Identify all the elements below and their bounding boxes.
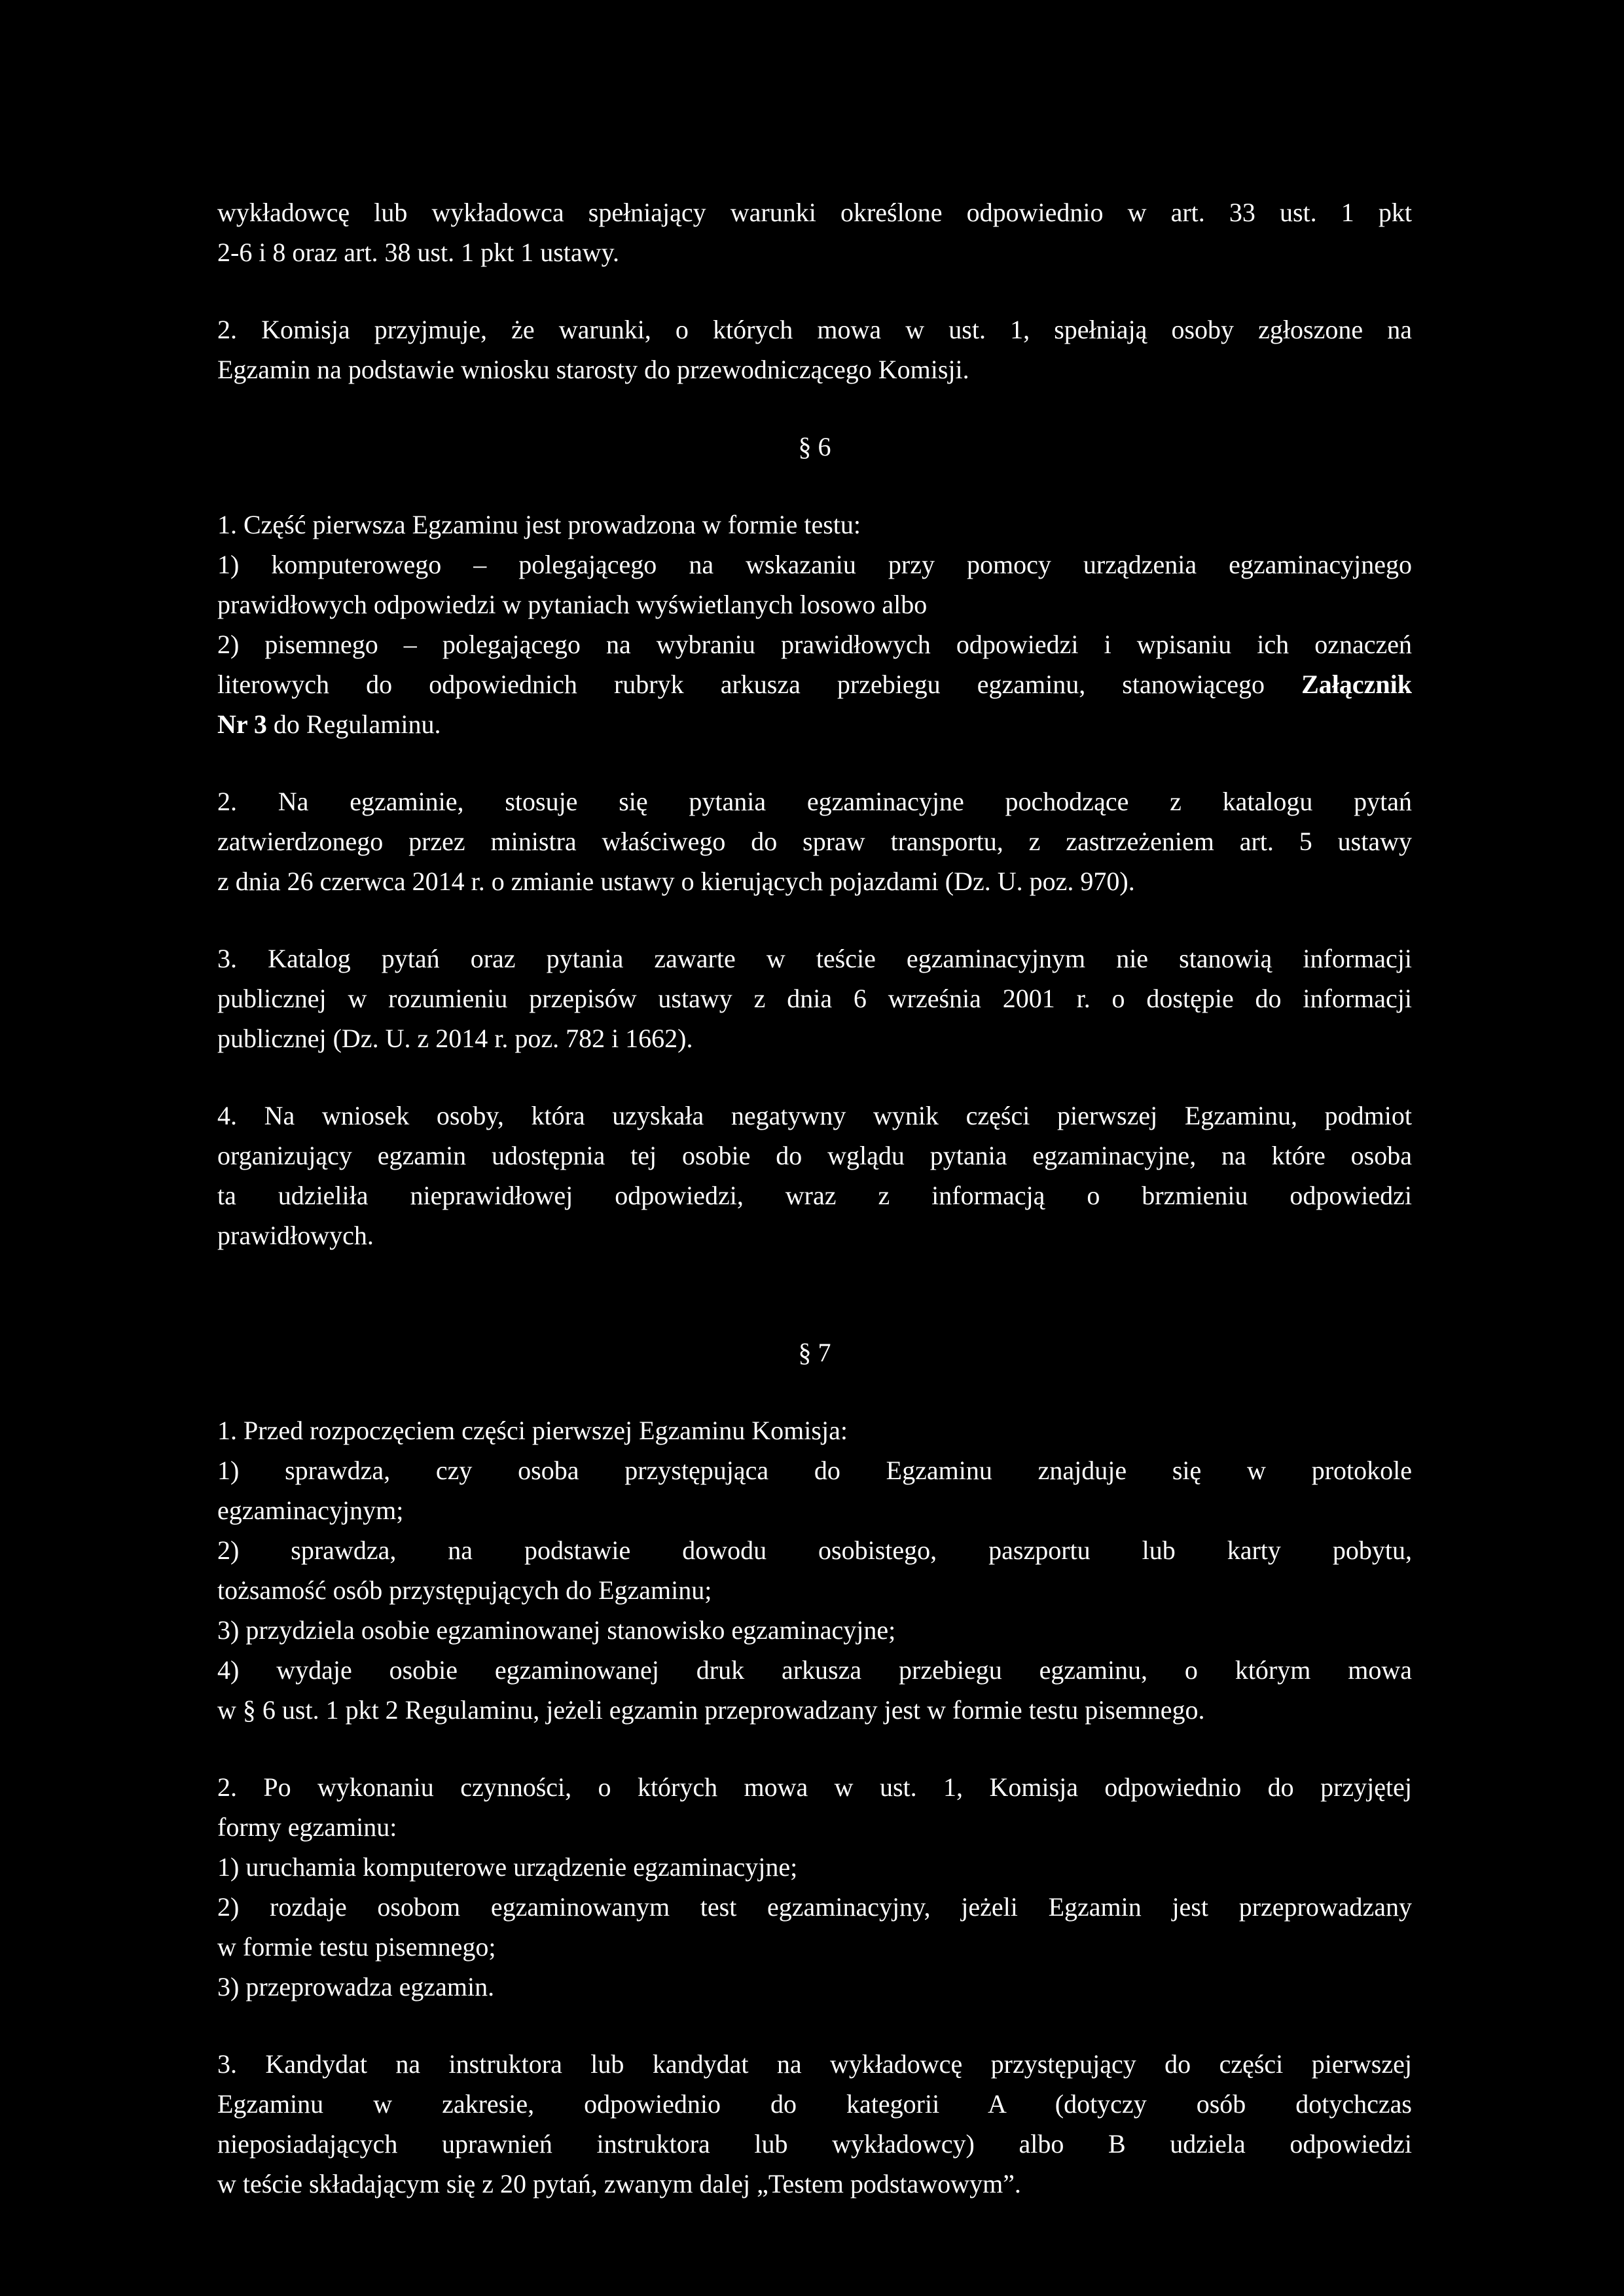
text-line: prawidłowych.: [217, 1221, 374, 1250]
text-line: 1) uruchamia komputerowe urządzenie egzaminacyjne;: [217, 1852, 798, 1882]
intro-paragraph-2: [217, 310, 1412, 389]
text-line: Egzaminu w zakresie, odpowiednio do kategorii A (dotyczy osób dotychczas: [217, 2089, 1412, 2119]
text-line: 2. Na egzaminie, stosuje się pytania egzaminacyjne pochodzące z katalogu pytań: [217, 787, 1412, 816]
text-line: 3. Kandydat na instruktora lub kandydat na wykładowcę przystępujący do części pierwszej: [217, 2049, 1412, 2079]
section6-paragraph-4: [217, 1096, 1412, 1255]
section6-paragraph-1: [217, 505, 1412, 744]
text-line: 1) sprawdza, czy osoba przystępująca do Egzaminu znajduje się w protokole: [217, 1456, 1412, 1485]
section7-paragraph-2: [217, 1767, 1412, 2007]
text-line: 2. Po wykonaniu czynności, o których mowa w ust. 1, Komisja odpowiednio do przyjętej: [217, 1772, 1412, 1802]
text-line: 3. Katalog pytań oraz pytania zawarte w teście egzaminacyjnym nie stanowią informacji: [217, 944, 1412, 973]
text-line: z dnia 26 czerwca 2014 r. o zmianie ustawy o kierujących pojazdami (Dz. U. poz. 970).: [217, 867, 1135, 896]
text-line: egzaminacyjnym;: [217, 1496, 404, 1525]
text-line: 4. Na wniosek osoby, która uzyskała negatywny wynik części pierwszej Egzaminu, podmiot: [217, 1101, 1412, 1130]
text-line: prawidłowych odpowiedzi w pytaniach wyświetlanych losowo albo: [217, 590, 928, 619]
text-line: [217, 704, 1412, 744]
text-line: publicznej w rozumieniu przepisów ustawy z dnia 6 września 2001 r. o dostępie do informacji: [217, 984, 1412, 1013]
text-fragment: do Regulaminu.: [273, 709, 441, 739]
text-line: 2) sprawdza, na podstawie dowodu osobistego, paszportu lub karty pobytu,: [217, 1535, 1412, 1565]
text-line: w formie testu pisemnego;: [217, 1932, 496, 1962]
section7-paragraph-3: [217, 2044, 1412, 2204]
text-line: organizujący egzamin udostępnia tej osobie do wglądu pytania egzaminacyjne, na które osoba: [217, 1141, 1412, 1170]
text-line: publicznej (Dz. U. z 2014 r. poz. 782 i 1662).: [217, 1024, 693, 1053]
document-page: [217, 192, 1412, 2241]
text-fragment: literowych do odpowiednich rubryk arkusza przebiegu egzaminu, stanowiącego: [217, 670, 1265, 699]
text-line: w teście składającym się z 20 pytań, zwanym dalej „Testem podstawowym”.: [217, 2169, 1021, 2198]
text-line: 1) komputerowego – polegającego na wskazaniu przy pomocy urządzenia egzaminacyjnego: [217, 550, 1412, 579]
section-heading-6: § 6: [798, 432, 831, 461]
text-line: tożsamość osób przystępujących do Egzaminu;: [217, 1575, 712, 1605]
text-line: zatwierdzonego przez ministra właściwego do spraw transportu, z zastrzeżeniem art. 5 ustawy: [217, 827, 1412, 856]
section-heading-7: § 7: [798, 1338, 831, 1367]
attachment-reference: Załącznik: [1301, 670, 1412, 699]
text-line: Egzamin na podstawie wniosku starosty do przewodniczącego Komisji.: [217, 355, 969, 384]
text-line: wykładowcę lub wykładowca spełniający warunki określone odpowiednio w art. 33 ust. 1 pkt: [217, 198, 1412, 227]
section6-paragraph-3: [217, 939, 1412, 1058]
text-line: 2) rozdaje osobom egzaminowanym test egzaminacyjny, jeżeli Egzamin jest przeprowadzany: [217, 1892, 1412, 1922]
text-line: 1. Część pierwsza Egzaminu jest prowadzona w formie testu:: [217, 510, 861, 539]
text-line: 3) przydziela osobie egzaminowanej stanowisko egzaminacyjne;: [217, 1615, 896, 1645]
section6-paragraph-2: [217, 781, 1412, 901]
section7-paragraph-1: [217, 1410, 1412, 1730]
text-line: formy egzaminu:: [217, 1812, 397, 1842]
text-line: 4) wydaje osobie egzaminowanej druk arkusza przebiegu egzaminu, o którym mowa: [217, 1655, 1412, 1685]
text-line: 2) pisemnego – polegającego na wybraniu prawidłowych odpowiedzi i wpisaniu ich oznaczeń: [217, 630, 1412, 659]
text-line: [217, 664, 1412, 704]
text-line: 2. Komisja przyjmuje, że warunki, o których mowa w ust. 1, spełniają osoby zgłoszone na: [217, 315, 1412, 344]
text-line: 2-6 i 8 oraz art. 38 ust. 1 pkt 1 ustawy.: [217, 238, 619, 267]
intro-paragraph: [217, 192, 1412, 272]
text-line: 1. Przed rozpoczęciem części pierwszej Egzaminu Komisja:: [217, 1416, 848, 1445]
text-line: 3) przeprowadza egzamin.: [217, 1972, 495, 2001]
text-line: ta udzieliła nieprawidłowej odpowiedzi, wraz z informacją o brzmieniu odpowiedzi: [217, 1181, 1412, 1210]
text-line: nieposiadających uprawnień instruktora lub wykładowcy) albo B udziela odpowiedzi: [217, 2129, 1412, 2159]
attachment-number: Nr 3: [217, 709, 267, 739]
text-line: w § 6 ust. 1 pkt 2 Regulaminu, jeżeli egzamin przeprowadzany jest w formie testu pisemnego.: [217, 1695, 1205, 1725]
